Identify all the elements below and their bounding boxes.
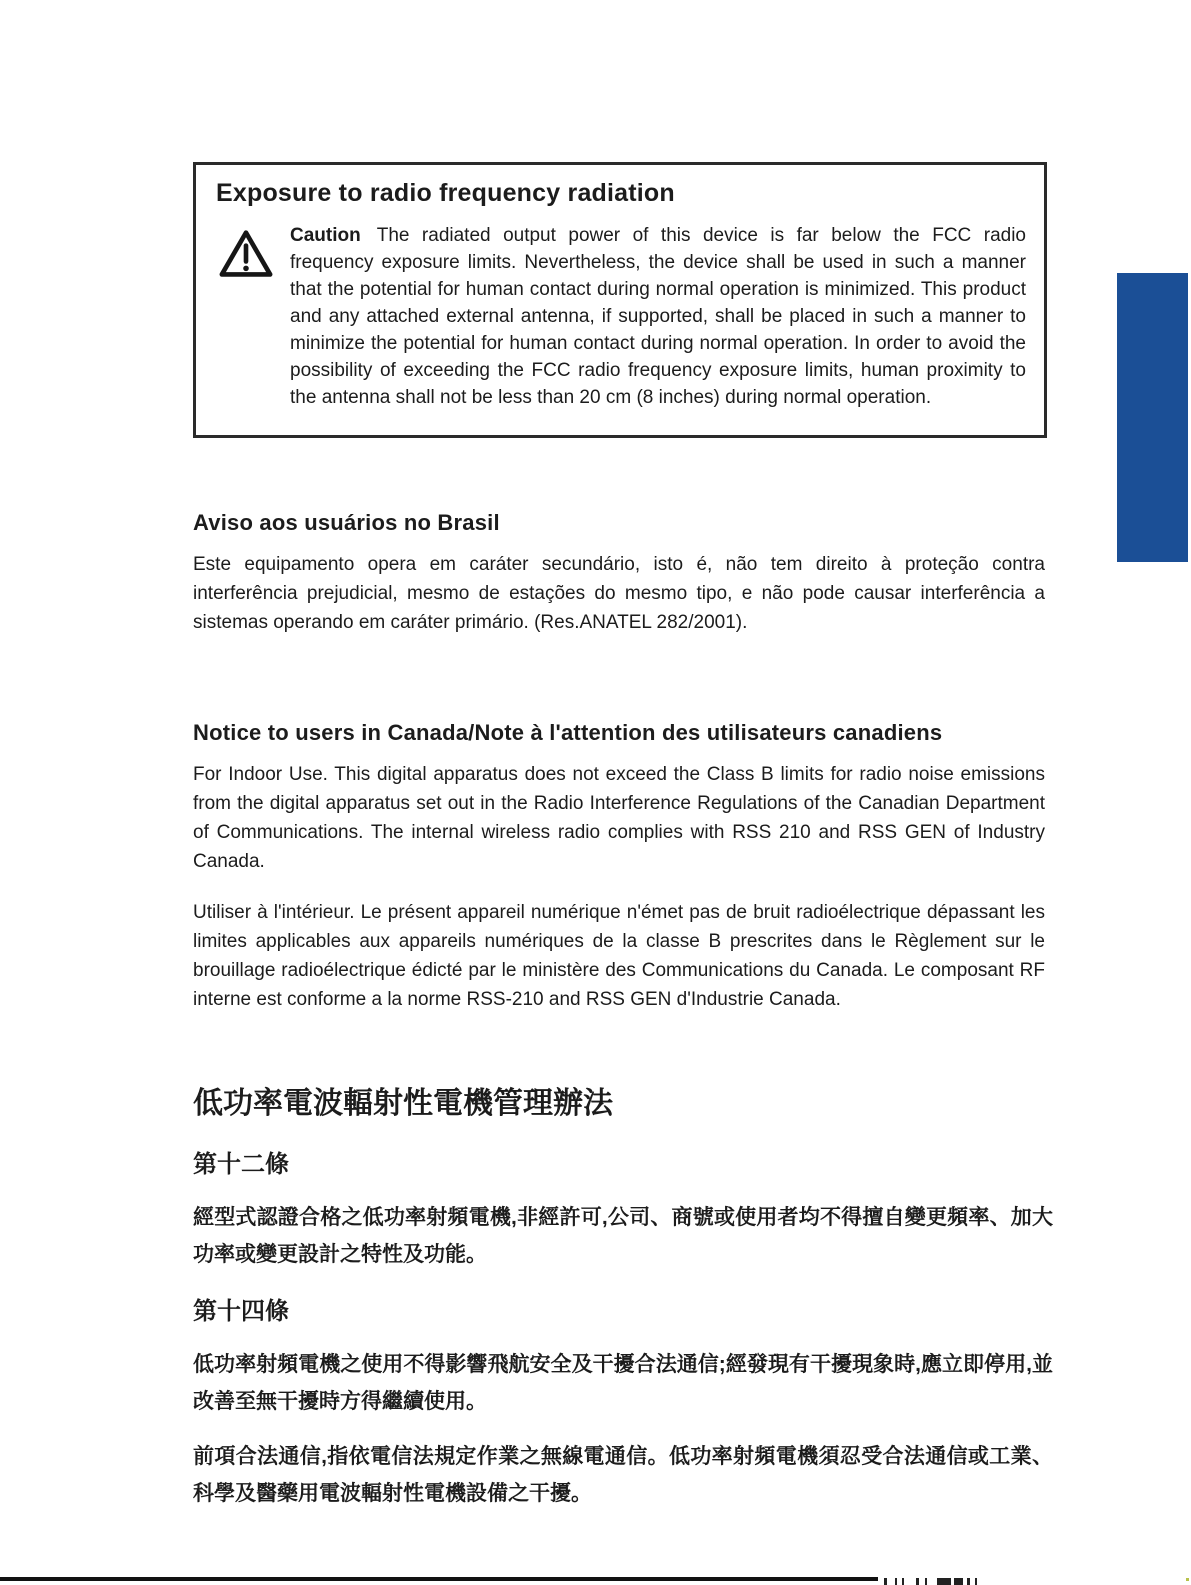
canada-paragraph-english: For Indoor Use. This digital apparatus does not exceed the Class B limits for radio noise emissions from the digital apparatus set out in the Radio Interference Regulations of the Canadian Department of Communications. The internal wireless radio complies with RSS 210 and RSS GEN of Industry Canada.	[193, 764, 1045, 872]
canada-notice-section	[193, 720, 1045, 1036]
caution-body-text: The radiated output power of this device is far below the FCC radio frequency exposure limits. Nevertheless, the device shall be used in such a manner that the potential for human contact during normal operation is minimized. This product and any attached external antenna, if supported, shall be placed in such a manner to minimize the potential for human contact during normal operation. In order to avoid the possibility of exceeding the FCC radio frequency exposure limits, human proximity to the antenna shall not be less than 20 cm (8 inches) during normal operation.	[290, 225, 1026, 408]
caution-label: Caution	[290, 225, 361, 246]
chapter-tab	[1117, 273, 1188, 562]
rf-exposure-caution-box	[193, 162, 1047, 438]
caution-box-title: Exposure to radio frequency radiation	[216, 179, 675, 207]
taiwan-regulation-section	[193, 1078, 1053, 1530]
article-14-paragraph-1: 低功率射頻電機之使用不得影響飛航安全及干擾合法通信;經發現有干擾現象時,應立即停用,並改善至無干擾時方得繼續使用。	[193, 1353, 1053, 1413]
article-12-paragraph: 經型式認證合格之低功率射頻電機,非經許可,公司、商號或使用者均不得擅自變更頻率、加大功率或變更設計之特性及功能。	[193, 1206, 1053, 1266]
article-14-heading: 第十四條	[193, 1298, 289, 1325]
color-speck	[1186, 1578, 1189, 1581]
canada-paragraph-french: Utiliser à l'intérieur. Le présent appareil numérique n'émet pas de bruit radioélectrique dépassant les limites applicables aux appareils numériques de la classe B prescrites dans le Règlement sur le brouillage radioélectrique édicté par le ministère des Communications du Canada. Le composant RF interne est conforme a la norme RSS-210 and RSS GEN d'Industrie Canada.	[193, 902, 1045, 1010]
caution-paragraph	[290, 222, 1026, 411]
clipped-text-fragment	[884, 1578, 1014, 1585]
page-bottom-rule	[0, 1577, 878, 1581]
warning-icon	[218, 222, 290, 411]
caution-row	[196, 218, 1044, 411]
brazil-paragraph: Este equipamento opera em caráter secundário, isto é, não tem direito à proteção contra interferência prejudicial, mesmo de estações do mesmo tipo, e não pode causar interferência a sistemas operando em caráter primário. (Res.ANATEL 282/2001).	[193, 554, 1045, 633]
article-12-heading: 第十二條	[193, 1151, 289, 1178]
taiwan-regulation-title: 低功率電波輻射性電機管理辦法	[193, 1087, 613, 1120]
article-14-paragraph-2: 前項合法通信,指依電信法規定作業之無線電通信。低功率射頻電機須忍受合法通信或工業、科學及醫藥用電波輻射性電機設備之干擾。	[193, 1445, 1053, 1505]
canada-heading: Notice to users in Canada/Note à l'attention des utilisateurs canadiens	[193, 720, 943, 745]
brazil-heading: Aviso aos usuários no Brasil	[193, 510, 500, 535]
brazil-notice-section	[193, 510, 1045, 659]
